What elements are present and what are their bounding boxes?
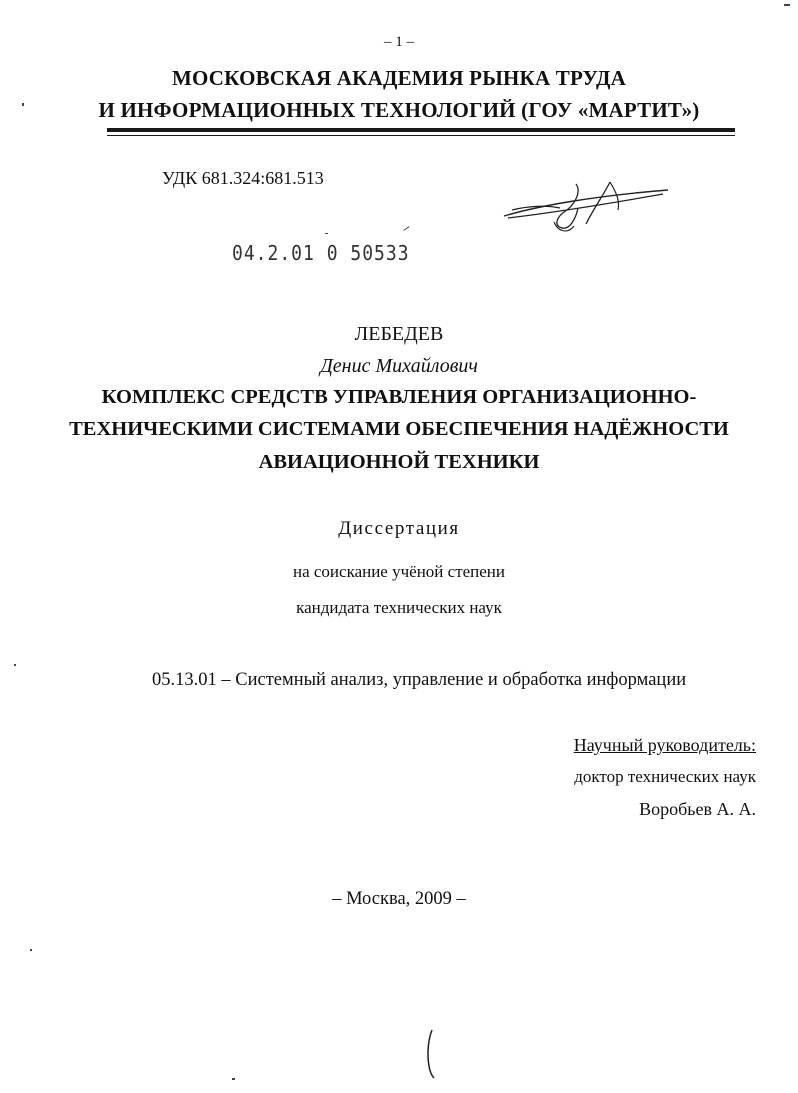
degree-line-1: на соискание учёной степени — [292, 562, 506, 581]
author-given-name: Денис Михайлович — [320, 355, 478, 377]
scan-speck — [325, 233, 328, 234]
page-number: – 1 – — [384, 34, 414, 50]
scan-speck — [232, 1078, 235, 1080]
udc-code: УДК 681.324:681.513 — [162, 168, 324, 188]
specialty-code: 05.13.01 – Системный анализ, управление и обработка информации — [152, 670, 687, 690]
city-year: – Москва, 2009 – — [332, 889, 466, 909]
scan-speck — [30, 949, 32, 951]
author-surname: ЛЕБЕДЕВ — [354, 323, 444, 345]
header-rule-thin — [107, 135, 735, 136]
registration-stamp: 04.2.01 0 50533 — [232, 241, 410, 266]
scan-speck — [14, 664, 16, 666]
supervisor-degree: доктор технических наук — [574, 767, 756, 786]
thesis-title-line-2: ТЕХНИЧЕСКИМИ СИСТЕМАМИ ОБЕСПЕЧЕНИЯ НАДЁЖНОСТИ — [69, 418, 729, 440]
institution-name-line-1: МОСКОВСКАЯ АКАДЕМИЯ РЫНКА ТРУДА — [171, 66, 627, 90]
institution-name-line-2: И ИНФОРМАЦИОННЫХ ТЕХНОЛОГИЙ (ГОУ «МАРТИТ») — [98, 98, 700, 122]
thesis-title-line-1: КОМПЛЕКС СРЕДСТВ УПРАВЛЕНИЯ ОРГАНИЗАЦИОННО- — [101, 386, 697, 408]
scan-speck — [403, 226, 409, 231]
degree-line-2: кандидата технических наук — [296, 598, 502, 617]
supervisor-label: Научный руководитель: — [573, 735, 756, 755]
handwritten-signature — [498, 178, 673, 236]
scan-speck — [784, 4, 790, 6]
header-rule-thick — [107, 128, 735, 132]
supervisor-name: Воробьев А. А. — [639, 799, 756, 819]
pen-mark — [422, 1028, 438, 1080]
thesis-title-line-3: АВИАЦИОННОЙ ТЕХНИКИ — [258, 451, 540, 473]
scan-speck — [22, 103, 24, 106]
document-type: Диссертация — [338, 518, 460, 539]
